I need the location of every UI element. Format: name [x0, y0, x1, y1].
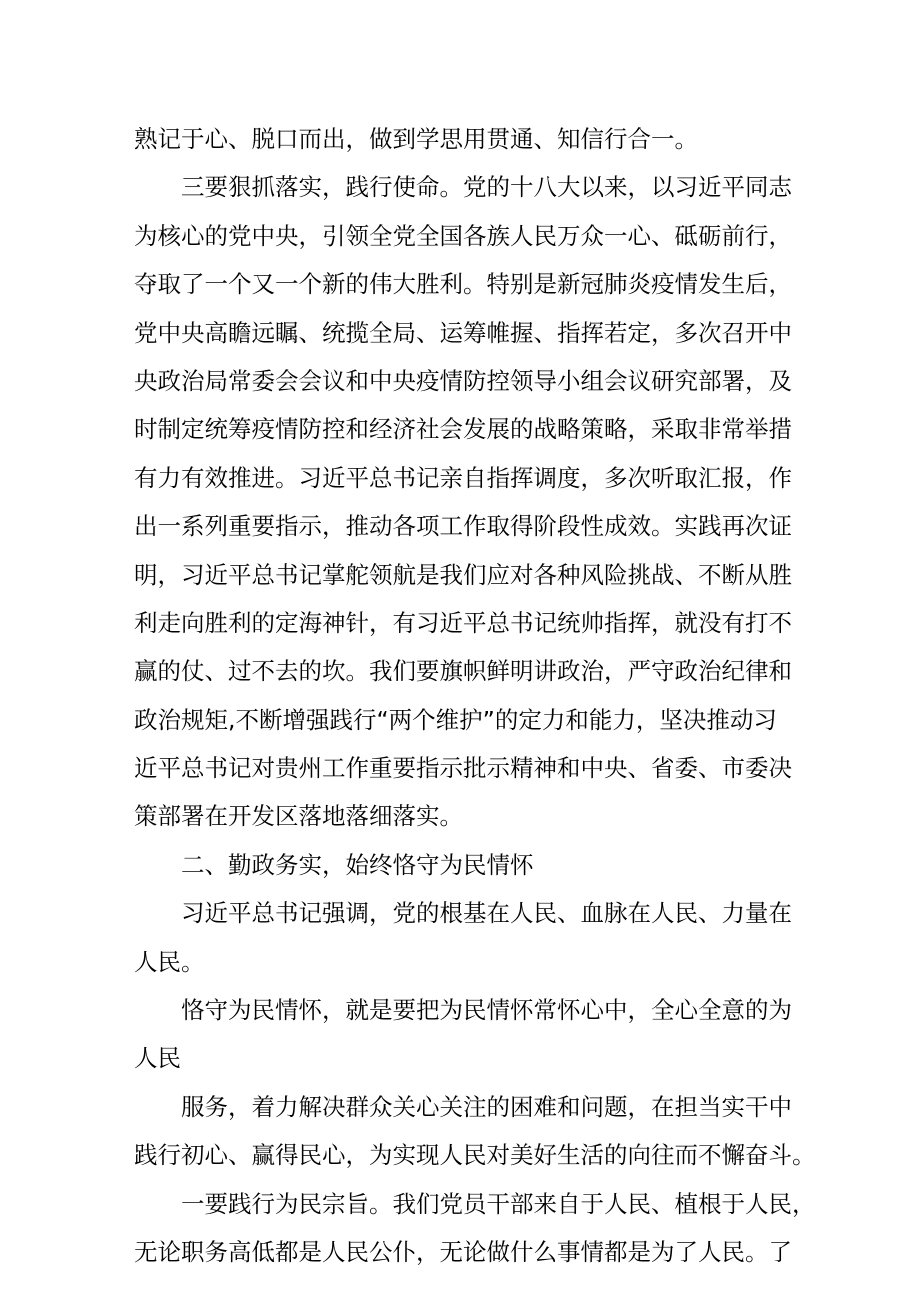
text-line: 践行初心、赢得民心，为实现人民对美好生活的向往而不懈奋斗。	[134, 1141, 816, 1170]
text-line: 人民。	[134, 947, 205, 976]
paragraph-start-line: 一要践行为民宗旨。我们党员干部来自于人民、植根于人民，	[181, 1189, 816, 1218]
paragraph-start-line: 三要狠抓落实，践行使命。党的十八大以来，以习近平同志	[181, 173, 792, 202]
text-line: 利走向胜利的定海神针，有习近平总书记统帅指挥，就没有打不	[134, 608, 792, 637]
text-line: 有力有效推进。习近平总书记亲自指挥调度，多次听取汇报，作	[134, 463, 792, 492]
text-line: 夺取了一个又一个新的伟大胜利。特别是新冠肺炎疫情发生后，	[134, 270, 792, 299]
text-line: 策部署在开发区落地落细落实。	[134, 802, 463, 831]
text-line: 人民	[134, 1044, 181, 1073]
text-line: 无论职务高低都是人民公仆，无论做什么事情都是为了人民。了	[134, 1237, 792, 1266]
paragraph-start-line: 二、勤政务实，始终恪守为民情怀	[181, 850, 534, 879]
paragraph-start-line: 习近平总书记强调，党的根基在人民、血脉在人民、力量在	[181, 899, 792, 928]
text-line: 出一系列重要指示，推动各项工作取得阶段性成效。实践再次证	[134, 512, 792, 541]
text-line: 政治规矩,不断增强践行“两个维护”的定力和能力，坚决推动习	[134, 705, 777, 734]
text-line: 赢的仗、过不去的坎。我们要旗帜鲜明讲政治，严守政治纪律和	[134, 657, 792, 686]
body-text	[134, 115, 816, 1276]
text-line: 党中央高瞻远瞩、统揽全局、运筹帷握、指挥若定，多次召开中	[134, 318, 792, 347]
text-line: 为核心的党中央，引领全党全国各族人民万众一心、砥砺前行，	[134, 221, 792, 250]
text-line: 熟记于心、脱口而出，做到学思用贯通、知信行合一。	[134, 125, 698, 153]
text-line: 时制定统筹疫情防控和经济社会发展的战略策略，采取非常举措	[134, 415, 792, 444]
paragraph-start-line: 恪守为民情怀，就是要把为民情怀常怀心中，全心全意的为	[181, 996, 792, 1025]
text-line: 央政治局常委会会议和中央疫情防控领导小组会议研究部署，及	[134, 366, 792, 395]
text-line: 近平总书记对贵州工作重要指示批示精神和中央、省委、市委决	[134, 754, 792, 783]
text-line: 明，习近平总书记掌舵领航是我们应对各种风险挑战、不断从胜	[134, 560, 792, 589]
paragraph-start-line: 服务，着力解决群众关心关注的困难和问题，在担当实干中	[181, 1092, 792, 1121]
